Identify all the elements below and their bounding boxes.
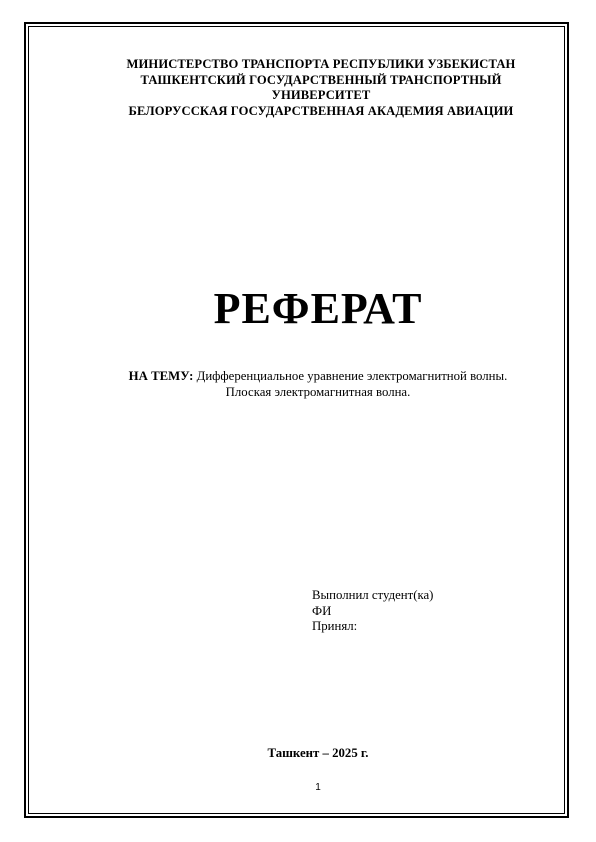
header-line-academy: БЕЛОРУССКАЯ ГОСУДАРСТВЕННАЯ АКАДЕМИЯ АВИАЦИИ [128,103,514,118]
header-line-university: ТАШКЕНТСКИЙ ГОСУДАРСТВЕННЫЙ ТРАНСПОРТНЫЙ [140,72,502,87]
header-line-ministry: МИНИСТЕРСТВО ТРАНСПОРТА РЕСПУБЛИКИ УЗБЕКИСТАН [126,57,516,71]
topic-label: НА ТЕМУ: [128,369,194,383]
document-title: РЕФЕРАТ [213,284,423,333]
signature-block [312,588,433,635]
header-line-university-cont: УНИВЕРСИТЕТ [271,88,371,102]
topic-line-2: Плоская электромагнитная волна. [225,384,411,399]
page-border-inner [28,26,565,814]
city-year-footer: Ташкент – 2025 г. [267,746,369,760]
topic-text-1: Дифференциальное уравнение электромагнитной волны. [193,369,508,383]
student-name-label: ФИ [312,603,332,618]
page-number: 1 [315,782,321,793]
topic-line-1 [60,369,576,385]
accepted-by-label: Принял: [312,619,358,633]
performed-by-label: Выполнил студент(ка) [312,588,434,602]
topic-block [60,369,576,400]
ministry-header [60,57,582,119]
